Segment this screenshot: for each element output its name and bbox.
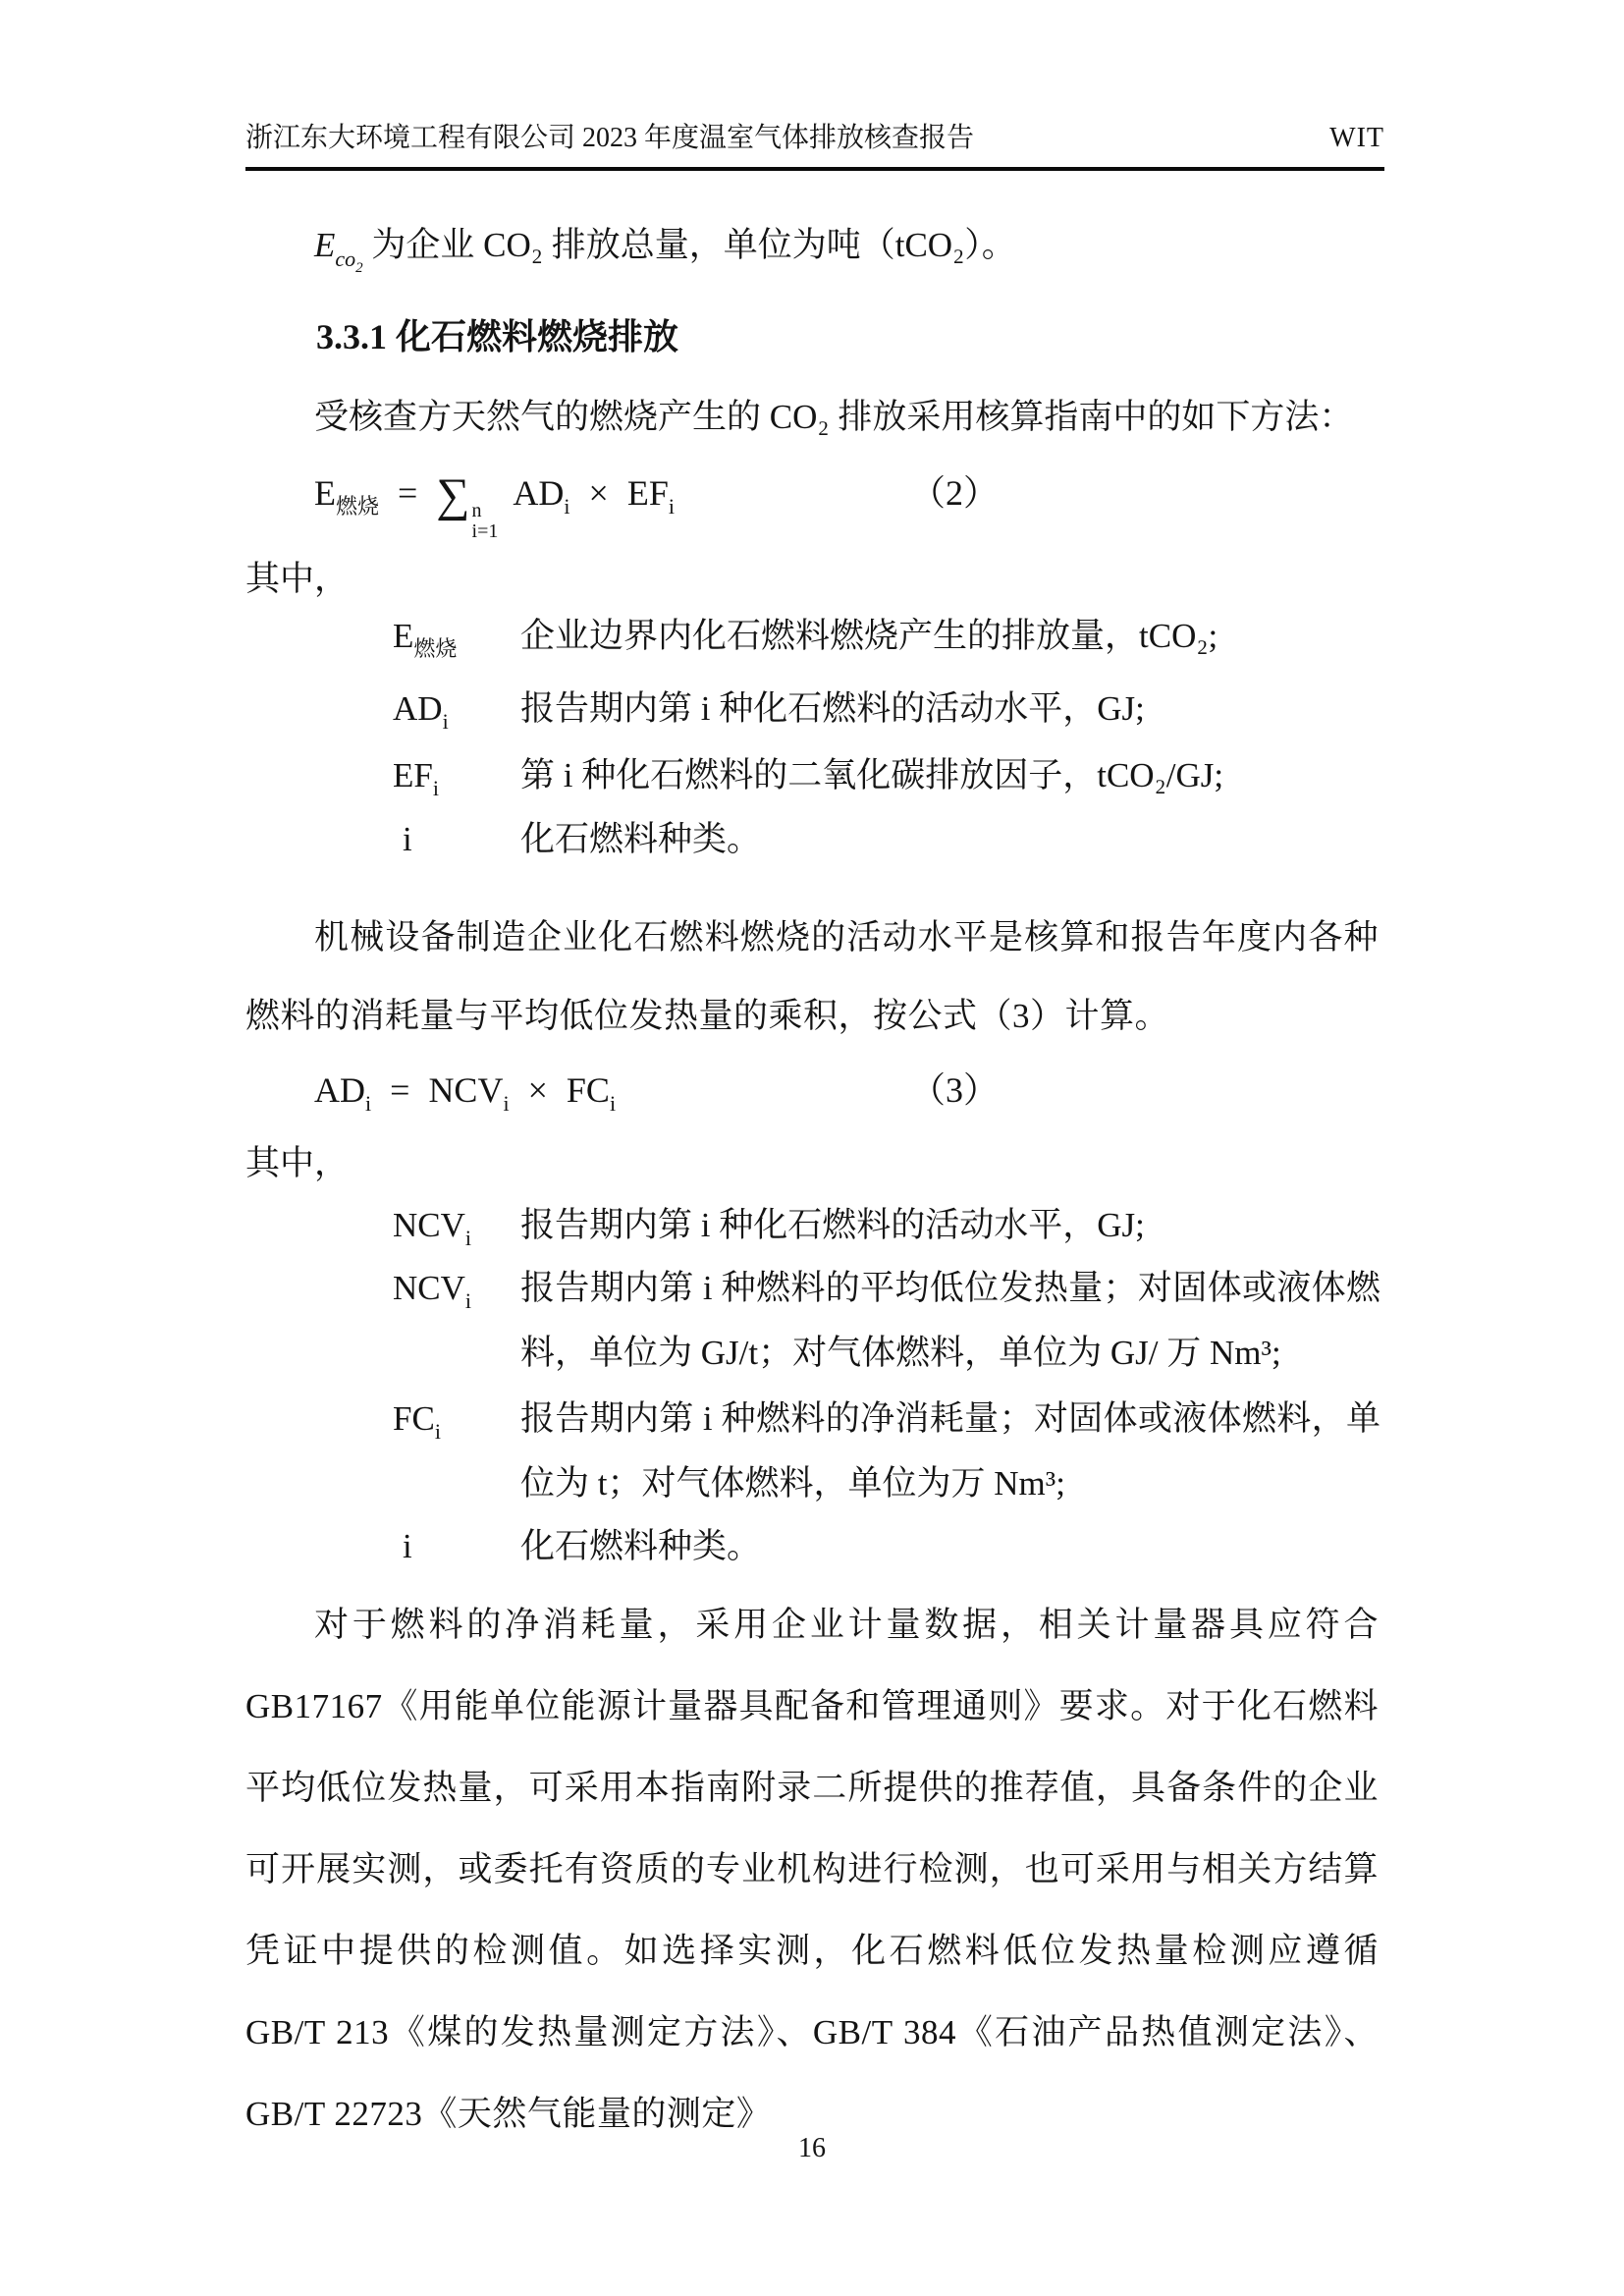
def-text: 报告期内第 i 种燃料的平均低位发热量；对固体或液体燃料，单位为 GJ/t；对气体燃料，单位为 GJ/ 万 Nm³;	[520, 1269, 1380, 1372]
formula-3-term2: $FC_i$	[566, 1070, 617, 1116]
formula-3-number: （3）	[910, 1070, 1000, 1110]
def-item	[245, 604, 1379, 669]
def-symbol: $AD_i$	[393, 689, 449, 734]
def-text: 报告期内第 i 种化石燃料的活动水平，GJ;	[520, 689, 1145, 728]
intro-text: 为企业 CO₂ 排放总量，单位为吨（tCO₂）。	[371, 226, 1016, 264]
def-symbol: $EF_i$	[393, 756, 439, 800]
def-item	[245, 807, 1379, 872]
header-title: 浙江东大环境工程有限公司 2023 年度温室气体排放核查报告	[245, 123, 975, 153]
formula-3	[245, 1061, 1379, 1120]
para-activity: 机械设备制造企业化石燃料燃烧的活动水平是核算和报告年度内各种燃料的消耗量与平均低位发热量的乘积，按公式（3）计算。	[245, 918, 1379, 1035]
para-method: 受核查方天然气的燃烧产生的 CO₂ 排放采用核算指南中的如下方法：	[314, 398, 1354, 436]
def-symbol: $NCV_i$	[393, 1206, 472, 1250]
header-mark: WIT	[1329, 123, 1384, 153]
def-text: 报告期内第 i 种化石燃料的活动水平，GJ;	[520, 1206, 1145, 1244]
def-symbol: $FC_i$	[393, 1399, 441, 1444]
sigma-limits: n i=1	[471, 500, 499, 542]
def-item	[245, 1256, 1379, 1386]
formula-2-number: （2）	[910, 473, 1000, 513]
formula-3-term1: $NCV_i$	[428, 1070, 510, 1116]
e-co2-symbol: $E_{co_2}$	[314, 226, 363, 276]
def-item	[245, 1514, 1379, 1579]
formula-3-lhs: $AD_i$	[314, 1070, 372, 1116]
page-number: 16	[798, 2133, 826, 2163]
def-item	[245, 1387, 1379, 1516]
equals-sign: =	[398, 473, 418, 513]
def-text: 化石燃料种类。	[520, 820, 762, 858]
formula-2	[245, 464, 1379, 542]
among-1: 其中，	[245, 560, 350, 598]
para-fuel: 对于燃料的净消耗量，采用企业计量数据，相关计量器具应符合 GB17167《用能单位能源计量器具配备和管理通则》要求。对于化石燃料平均低位发热量，可采用本指南附录二所提供的推荐值，具备条件的企业可开展实测，或委托有资质的专业机构进行检测，也可采用与相关方结算凭证中提供的检测值。如选择实测，化石燃料低位发热量检测应遵循 GB/T 213《煤的发热量测定方法》、GB/T 384《石油产品热值测定法》、GB/T 22723《天然气能量的测定》	[245, 1606, 1379, 2133]
section-heading: 3.3.1 化石燃料燃烧排放	[316, 317, 679, 356]
formula-2-term2: $EF_i$	[626, 473, 675, 519]
intro-line	[245, 221, 1379, 276]
formula-2-term1: $AD_i$	[513, 473, 570, 519]
equals-sign: =	[390, 1070, 410, 1110]
times-sign: ×	[527, 1070, 548, 1110]
among-2: 其中，	[245, 1144, 350, 1182]
def-text: 第 i 种化石燃料的二氧化碳排放因子，tCO₂/GJ;	[520, 756, 1224, 794]
def-symbol: i	[403, 820, 412, 858]
def-item	[245, 743, 1379, 808]
formula-2-lhs: $E_{燃烧}$	[314, 473, 380, 519]
def-item	[245, 677, 1379, 741]
def-symbol: i	[403, 1527, 412, 1565]
def-text: 企业边界内化石燃料燃烧产生的排放量，tCO₂;	[520, 617, 1218, 655]
def-item	[245, 1193, 1379, 1258]
page-header	[245, 122, 1384, 171]
def-symbol: $E_{燃烧}$	[393, 617, 458, 661]
def-text: 化石燃料种类。	[520, 1527, 762, 1565]
def-text: 报告期内第 i 种燃料的净消耗量；对固体或液体燃料，单位为 t；对气体燃料，单位为万 Nm³;	[520, 1399, 1380, 1503]
times-sign: ×	[588, 473, 609, 513]
sigma-icon: ∑	[436, 469, 470, 521]
def-symbol: $NCV_i$	[393, 1269, 472, 1313]
